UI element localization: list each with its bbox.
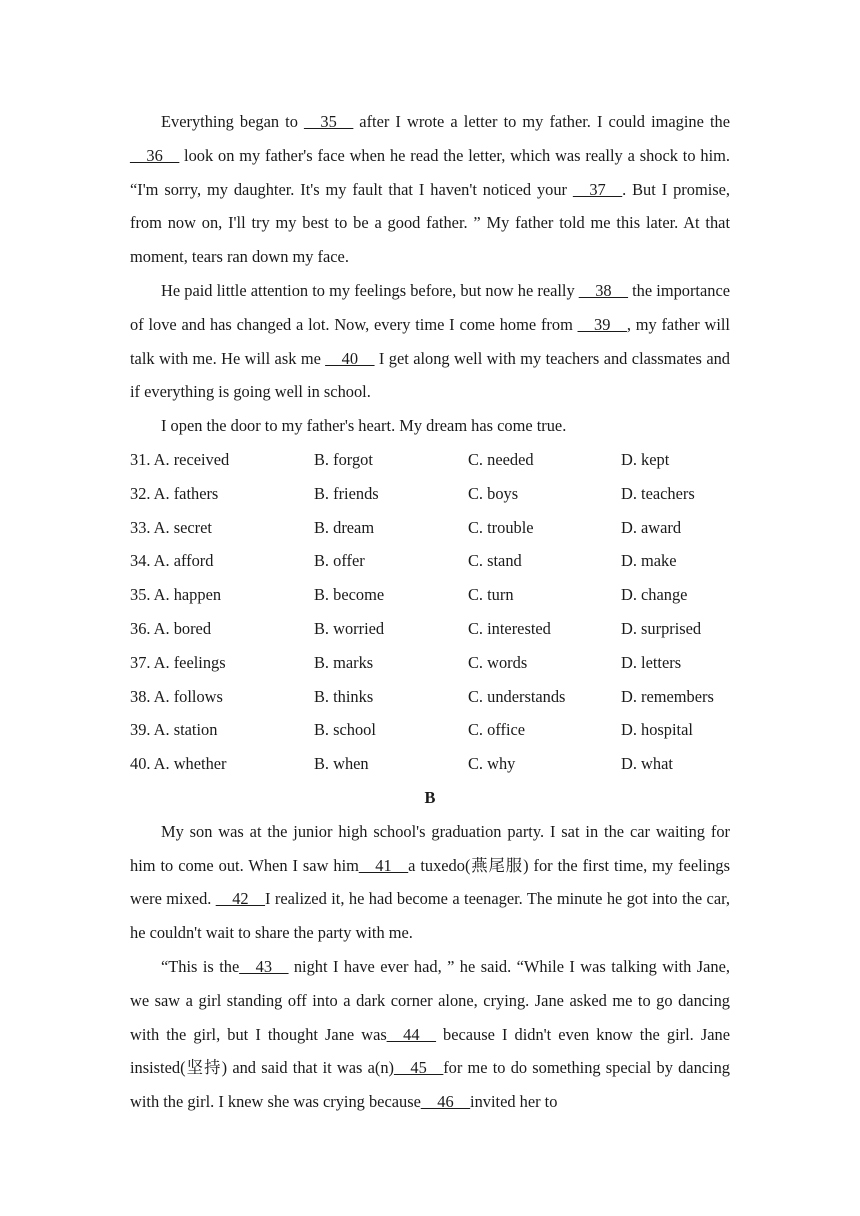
option-c: C. needed	[468, 449, 534, 469]
reading-section	[130, 105, 730, 1119]
option-b: B. thinks	[314, 686, 374, 706]
question-34-options	[130, 544, 730, 578]
option-d: D. make	[621, 551, 677, 571]
option-c: C. boys	[468, 483, 519, 503]
blank-45: __45__	[394, 1058, 444, 1078]
option-b: B. school	[314, 720, 376, 740]
question-36-options	[130, 612, 730, 646]
option-d: D. what	[621, 754, 673, 774]
passage-a-paragraph-3: I open the door to my father's heart. My dream has come true.	[161, 416, 567, 436]
question-35-options	[130, 578, 730, 612]
option-b: B. marks	[314, 652, 374, 672]
option-a: 38. A. follows	[130, 686, 223, 706]
option-c: C. interested	[468, 618, 551, 638]
option-d: D. kept	[621, 449, 670, 469]
blank-41: __41__	[358, 855, 409, 875]
blank-37: __37__	[572, 179, 623, 199]
blank-39: __39__	[577, 314, 627, 334]
options-table	[130, 443, 730, 781]
option-a: 37. A. feelings	[130, 652, 226, 672]
blank-46: __46__	[420, 1092, 471, 1112]
option-b: B. worried	[314, 618, 385, 638]
question-31-options	[130, 443, 730, 477]
question-32-options	[130, 477, 730, 511]
option-d: D. teachers	[621, 483, 695, 503]
option-c: C. stand	[468, 551, 522, 571]
option-b: B. become	[314, 585, 385, 605]
blank-40: __40__	[325, 348, 375, 368]
question-38-options	[130, 680, 730, 714]
blank-43: __43__	[239, 956, 289, 976]
blank-38: __38__	[578, 280, 628, 300]
option-a: 31. A. received	[130, 449, 230, 469]
option-d: D. award	[621, 517, 682, 537]
option-d: D. change	[621, 585, 688, 605]
option-a: 35. A. happen	[130, 585, 222, 605]
option-c: C. trouble	[468, 517, 534, 537]
passage-b-paragraph-2: “This is the__43__ night I have ever had, ” he said. “While I was talking with Jane, we saw a girl standing off into a dark corner alone, crying. Jane asked me to go dancing with the girl, but I thought Jane was__44__ because I didn't even know the girl. Jane insisted(坚持) and said that it was a(n)__45__for me to do something special by dancing with the girl. I knew she was crying because__46__invited her to	[130, 956, 730, 1112]
blank-42: __42__	[215, 889, 265, 909]
question-37-options	[130, 646, 730, 680]
section-b-title: B	[424, 787, 436, 807]
question-39-options	[130, 713, 730, 747]
option-c: C. why	[468, 754, 516, 774]
option-b: B. offer	[314, 551, 365, 571]
option-a: 36. A. bored	[130, 618, 212, 638]
option-d: D. letters	[621, 652, 682, 672]
option-a: 34. A. afford	[130, 551, 214, 571]
option-d: D. remembers	[621, 686, 714, 706]
blank-35: __35__	[304, 112, 354, 131]
question-33-options	[130, 511, 730, 545]
option-d: D. surprised	[621, 618, 702, 638]
question-40-options	[130, 747, 730, 781]
option-a: 32. A. fathers	[130, 483, 219, 503]
option-a: 39. A. station	[130, 720, 218, 740]
option-d: D. hospital	[621, 720, 693, 740]
passage-a-paragraph-2: He paid little attention to my feelings before, but now he really __38__ the importance of love and has changed a lot. Now, every time I come home from __39__, my father will talk with me. He will ask me __40__ I get along well with my teachers and classmates and if everything is going well in school.	[130, 280, 730, 402]
option-b: B. forgot	[314, 449, 373, 469]
blank-36: __36__	[130, 145, 180, 165]
option-c: C. turn	[468, 585, 514, 605]
blank-44: __44__	[386, 1024, 436, 1044]
option-b: B. when	[314, 754, 369, 774]
option-c: C. office	[468, 720, 526, 740]
option-c: C. words	[468, 652, 528, 672]
option-b: B. friends	[314, 483, 379, 503]
option-a: 33. A. secret	[130, 517, 212, 537]
passage-b-paragraph-1: My son was at the junior high school's graduation party. I sat in the car waiting for him to come out. When I saw him__41__a tuxedo(燕尾服) for the first time, my feelings were mixed. __42__I realized it, he had become a teenager. The minute he got into the car, he couldn't wait to share the party with me.	[130, 821, 731, 943]
option-b: B. dream	[314, 517, 375, 537]
passage-a-paragraph-1: Everything began to __35__ after I wrote a letter to my father. I could imagine the __36__ look on my father's face when he read the letter, which was really a shock to him. “I'm sorry, my daughter. It's my fault that I haven't noticed your __37__. But I promise, from now on, I'll try my best to be a good father. ” My father told me this later. At that moment, tears ran down my face.	[130, 112, 730, 267]
option-c: C. understands	[468, 686, 566, 706]
option-a: 40. A. whether	[130, 754, 227, 774]
